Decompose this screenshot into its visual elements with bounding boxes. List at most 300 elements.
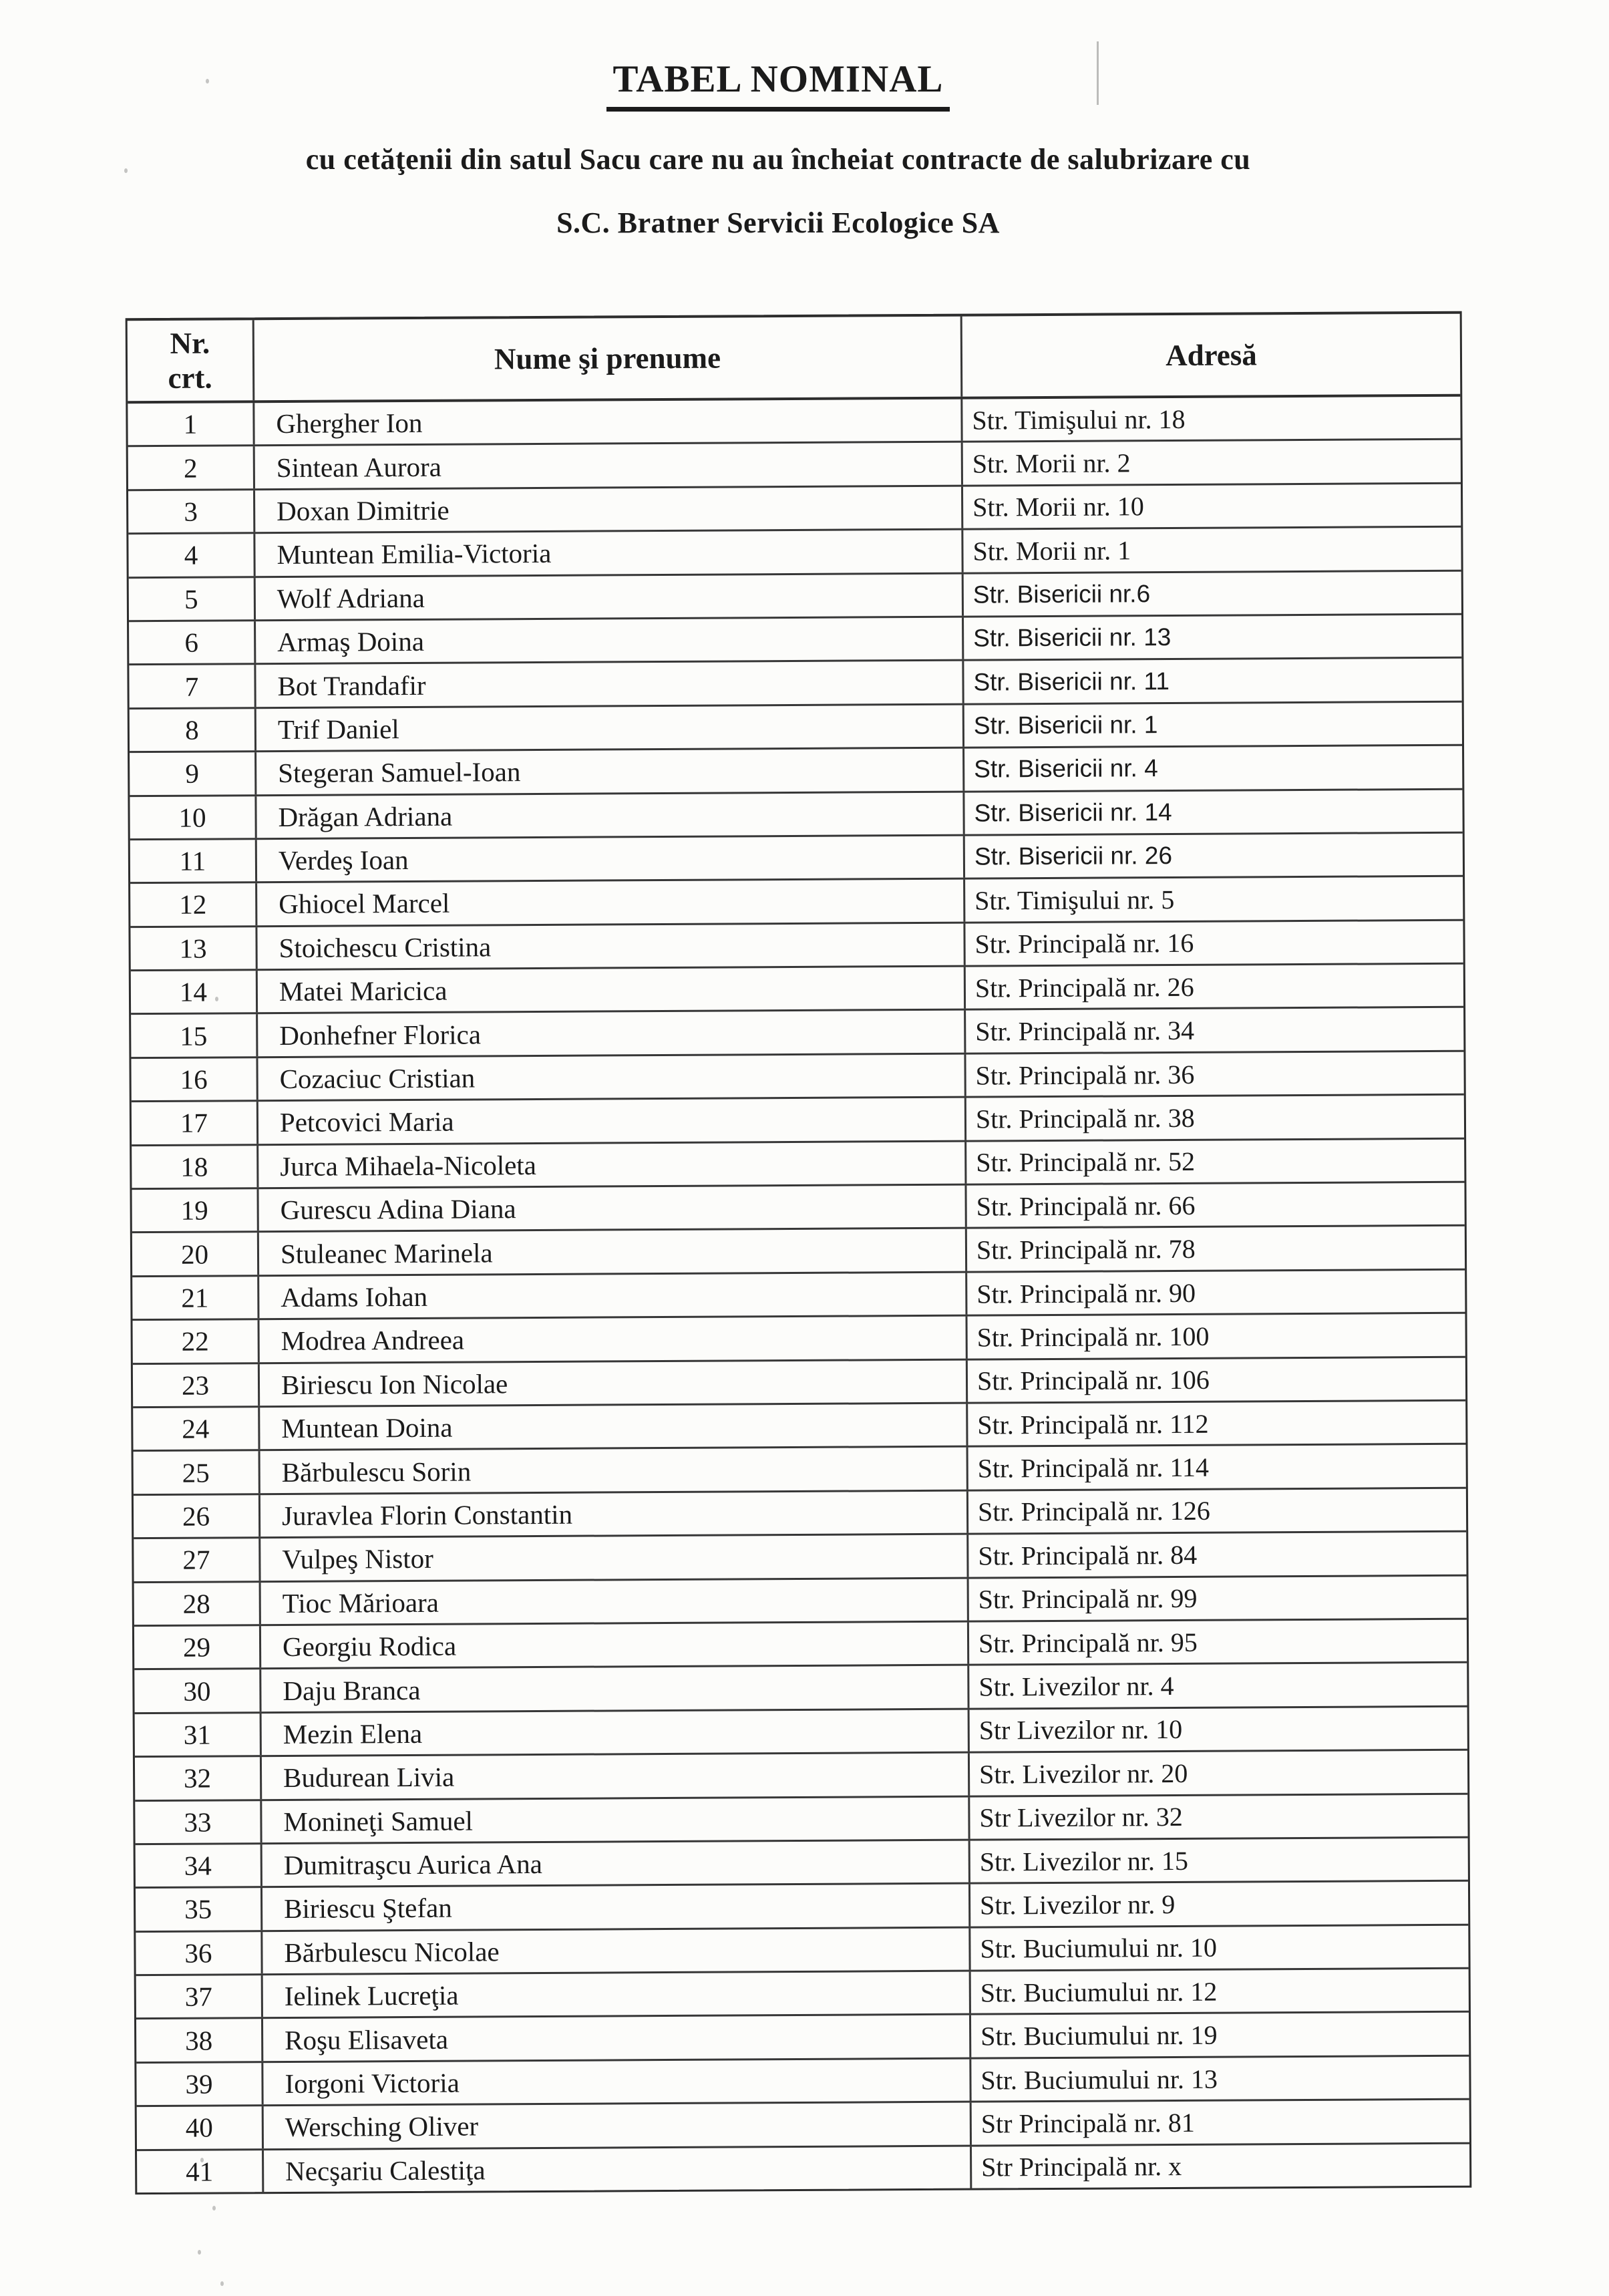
row-address: Str. Bisericii nr.6 (972, 579, 1151, 609)
row-address: Str. Principală nr. 66 (976, 1190, 1196, 1222)
table-row (135, 1794, 1467, 1845)
address-cell (972, 2144, 1469, 2188)
address-cell (969, 1620, 1467, 1664)
row-name: Iorgoni Victoria (285, 2067, 460, 2100)
table-row (132, 1096, 1464, 1146)
row-address: Str. Principală nr. 38 (975, 1102, 1195, 1134)
row-name: Sintean Aurora (276, 451, 442, 483)
row-address: Str Principală nr. 81 (980, 2107, 1195, 2139)
name-cell (258, 1186, 966, 1231)
row-number: 14 (179, 976, 208, 1008)
header-name-label: Nume şi prenume (494, 341, 721, 376)
row-number-cell (128, 447, 255, 489)
row-address: Str. Principală nr. 126 (977, 1496, 1210, 1528)
table-row (132, 1139, 1464, 1190)
row-number-cell (132, 1233, 259, 1275)
row-address: Str Livezilor nr. 32 (979, 1802, 1183, 1833)
table-row (130, 877, 1463, 928)
row-number: 29 (182, 1631, 211, 1663)
row-number: 22 (181, 1325, 209, 1357)
row-name: Ielinek Lucreţia (284, 1979, 459, 2012)
table-row (129, 615, 1461, 666)
name-cell (255, 443, 963, 488)
row-number-cell (130, 709, 256, 751)
row-number-cell (136, 2063, 263, 2105)
table-row (131, 965, 1463, 1015)
row-number-cell (134, 1452, 260, 1494)
row-number: 7 (184, 671, 199, 702)
table-row (135, 1707, 1467, 1758)
row-number-cell (133, 1320, 260, 1362)
row-address: Str. Buciumului nr. 19 (980, 2019, 1218, 2052)
name-cell (262, 1709, 970, 1755)
row-address: Str. Principală nr. 95 (978, 1627, 1198, 1659)
row-number-cell (134, 1495, 260, 1537)
row-name: Monineţi Samuel (283, 1805, 474, 1837)
address-cell (969, 1663, 1467, 1707)
header-nr-crt (128, 320, 255, 401)
row-address: Str. Buciumului nr. 12 (980, 1976, 1218, 2008)
subtitle-line-2: S.C. Bratner Servicii Ecologice SA (556, 206, 1000, 239)
row-address: Str. Principală nr. 114 (977, 1452, 1210, 1484)
address-cell (962, 397, 1460, 441)
name-cell (262, 1841, 970, 1887)
row-number-cell (129, 621, 256, 663)
subtitle-line-1: cu cetăţenii din satul Sacu care nu au încheiat contracte de salubrizare cu (305, 143, 1251, 176)
address-cell (968, 1357, 1465, 1402)
table-row (133, 1402, 1465, 1452)
name-cell (256, 749, 964, 794)
row-address: Str. Bisericii nr. 11 (973, 667, 1170, 696)
row-address: Str. Bisericii nr. 1 (973, 711, 1158, 740)
row-number: 17 (180, 1108, 208, 1139)
row-number-cell (135, 1713, 262, 1756)
row-name: Ghiocel Marcel (279, 888, 450, 920)
row-name: Matei Maricica (279, 975, 448, 1007)
row-address: Str. Timişului nr. 5 (974, 884, 1175, 916)
nominal-table (126, 311, 1472, 2194)
name-cell (261, 1579, 969, 1624)
row-number-cell (133, 1408, 260, 1450)
table-row (137, 2144, 1469, 2192)
header-name (254, 317, 963, 401)
row-number: 41 (186, 2156, 214, 2187)
row-name: Wersching Oliver (285, 2110, 479, 2143)
address-cell (966, 1183, 1464, 1227)
address-cell (963, 528, 1461, 572)
row-number: 5 (184, 583, 198, 615)
scan-artifact (1097, 41, 1099, 105)
row-address: Str. Bisericii nr. 14 (974, 798, 1172, 827)
table-row (134, 1445, 1466, 1496)
name-cell (257, 923, 965, 969)
row-number-cell (136, 1932, 262, 1974)
row-number-cell (131, 1015, 258, 1057)
row-number: 15 (180, 1020, 208, 1051)
row-number-cell (135, 1801, 262, 1843)
row-number: 11 (179, 845, 206, 876)
row-address: Str. Livezilor nr. 4 (978, 1671, 1174, 1702)
table-row (130, 702, 1462, 753)
row-name: Ghergher Ion (276, 407, 423, 440)
row-number-cell (134, 1538, 260, 1581)
scan-speck (206, 79, 209, 84)
name-cell (260, 1360, 968, 1406)
table-body (128, 397, 1469, 2192)
row-number-cell (132, 1102, 258, 1144)
table-row (137, 2100, 1469, 2151)
name-cell (263, 2059, 971, 2104)
name-cell (255, 530, 963, 576)
row-address: Str. Bisericii nr. 4 (974, 754, 1158, 783)
row-name: Georgiu Rodica (282, 1630, 457, 1663)
row-address: Str. Principală nr. 34 (975, 1015, 1195, 1047)
name-cell (263, 1972, 971, 2017)
row-name: Adams Iohan (281, 1281, 428, 1313)
row-name: Jurca Mihaela-Nicoleta (280, 1149, 537, 1182)
row-number-cell (128, 403, 254, 445)
address-cell (968, 1445, 1466, 1489)
row-number: 40 (185, 2112, 213, 2144)
table-row (136, 2057, 1469, 2108)
row-name: Doxan Dimitrie (277, 494, 450, 526)
address-cell (965, 877, 1463, 921)
name-cell (255, 486, 963, 532)
row-name: Muntean Emilia-Victoria (277, 538, 552, 570)
row-number-cell (137, 2106, 264, 2148)
row-name: Dumitraşcu Aurica Ana (283, 1848, 543, 1881)
row-number: 20 (180, 1239, 209, 1270)
table-row (136, 1969, 1469, 2020)
row-name: Biriescu Ştefan (284, 1893, 452, 1925)
address-cell (964, 746, 1462, 790)
address-cell (970, 1794, 1467, 1838)
row-name: Trif Daniel (277, 713, 399, 745)
row-number: 21 (181, 1282, 209, 1313)
header-address (962, 314, 1461, 397)
table-row (130, 834, 1463, 884)
name-cell (258, 1142, 966, 1187)
scan-speck (124, 168, 128, 173)
name-cell (256, 661, 964, 707)
row-address: Str. Timişului nr. 18 (972, 403, 1186, 436)
row-number: 27 (182, 1544, 210, 1576)
row-number: 34 (184, 1850, 212, 1881)
table-row (128, 528, 1461, 579)
row-name: Muntean Doina (281, 1412, 453, 1444)
row-number-cell (135, 1757, 262, 1799)
row-number-cell (131, 971, 258, 1013)
row-number: 1 (183, 408, 198, 440)
row-address: Str Principală nr. x (981, 2151, 1182, 2182)
table-row (131, 1052, 1463, 1103)
table-row (134, 1532, 1466, 1583)
address-cell (968, 1314, 1465, 1358)
row-address: Str. Principală nr. 99 (978, 1583, 1198, 1615)
row-name: Stoichescu Cristina (279, 931, 492, 963)
address-cell (966, 1008, 1463, 1052)
address-cell (970, 1751, 1467, 1795)
document-header (0, 57, 1556, 240)
row-name: Stuleanec Marinela (280, 1237, 493, 1269)
address-cell (969, 1576, 1467, 1620)
row-address: Str. Principală nr. 100 (976, 1321, 1210, 1353)
table-row (130, 921, 1463, 971)
row-name: Stegeran Samuel-Ioan (278, 756, 521, 789)
header-nr-line1: Nr. (170, 326, 210, 360)
row-name: Donhefner Florica (279, 1019, 482, 1051)
table-row (135, 1751, 1467, 1802)
table-row (129, 571, 1461, 622)
table-row (133, 1357, 1465, 1408)
row-number: 31 (183, 1719, 211, 1750)
row-address: Str. Principală nr. 112 (977, 1408, 1209, 1440)
row-number: 23 (181, 1369, 210, 1401)
name-cell (256, 574, 964, 619)
address-cell (964, 571, 1461, 615)
address-cell (964, 615, 1461, 659)
row-name: Bot Trandafir (277, 669, 426, 701)
row-number-cell (129, 665, 256, 707)
address-cell (968, 1532, 1466, 1577)
address-cell (968, 1488, 1466, 1532)
name-cell (258, 1098, 966, 1144)
address-cell (971, 2013, 1469, 2057)
name-cell (258, 1054, 966, 1100)
row-number: 3 (184, 496, 198, 527)
row-number-cell (130, 927, 257, 969)
scan-speck (212, 2206, 216, 2210)
row-address: Str. Principală nr. 16 (974, 928, 1194, 959)
address-cell (964, 790, 1462, 834)
row-number: 28 (182, 1588, 210, 1619)
table-row (136, 1882, 1468, 1933)
row-address: Str Livezilor nr. 10 (978, 1714, 1183, 1746)
row-address: Str. Buciumului nr. 10 (980, 1933, 1218, 1964)
name-cell (260, 1448, 968, 1493)
name-cell (258, 1011, 966, 1056)
table-row (133, 1314, 1465, 1365)
name-cell (262, 1797, 970, 1842)
row-address: Str. Principală nr. 52 (976, 1146, 1196, 1178)
table-row (130, 746, 1462, 797)
table-row (134, 1620, 1467, 1671)
row-number: 13 (179, 933, 207, 964)
row-number: 18 (180, 1151, 208, 1182)
row-number-cell (130, 752, 256, 794)
row-number-cell (130, 840, 257, 882)
name-cell (264, 2103, 972, 2148)
row-number-cell (131, 1058, 258, 1100)
table-row (132, 1226, 1465, 1277)
row-number: 32 (183, 1762, 212, 1794)
row-name: Bărbulescu Nicolae (284, 1936, 500, 1968)
row-number-cell (134, 1626, 261, 1668)
row-name: Tioc Mărioara (282, 1587, 439, 1619)
name-cell (263, 2015, 971, 2061)
row-number: 12 (179, 889, 207, 921)
address-cell (963, 440, 1461, 484)
address-cell (970, 1707, 1467, 1751)
name-cell (262, 1754, 970, 1799)
row-number: 37 (184, 1981, 212, 2013)
row-name: Wolf Adriana (277, 582, 425, 614)
scan-speck (220, 2281, 224, 2286)
address-cell (964, 659, 1461, 703)
row-number-cell (132, 1277, 259, 1319)
address-cell (967, 1271, 1465, 1315)
row-number: 6 (184, 627, 199, 658)
name-cell (257, 836, 965, 882)
name-cell (256, 618, 964, 663)
name-cell (254, 399, 962, 445)
row-number-cell (128, 534, 255, 576)
scan-speck (200, 2158, 204, 2162)
name-cell (260, 1404, 968, 1450)
table-row (129, 659, 1461, 709)
table-row (134, 1663, 1467, 1714)
scan-speck (198, 2250, 201, 2255)
table-row (128, 484, 1461, 535)
name-cell (258, 967, 966, 1013)
table-row (136, 1925, 1468, 1976)
row-name: Roşu Elisaveta (285, 2023, 449, 2056)
row-number-cell (137, 2150, 264, 2192)
row-number-cell (132, 1189, 258, 1231)
row-number-cell (132, 1146, 258, 1188)
header-address-label: Adresă (1165, 338, 1257, 373)
row-name: Vulpeş Nistor (282, 1543, 433, 1575)
row-number: 26 (182, 1500, 210, 1532)
row-address: Str. Morii nr. 2 (972, 448, 1131, 479)
table-row (134, 1576, 1467, 1627)
row-name: Daju Branca (283, 1674, 421, 1706)
name-cell (261, 1666, 969, 1711)
row-address: Str. Principală nr. 106 (976, 1365, 1210, 1396)
address-cell (972, 2100, 1469, 2144)
table-row (136, 1838, 1468, 1889)
row-number: 16 (180, 1063, 208, 1095)
row-name: Juravlea Florin Constantin (281, 1498, 573, 1531)
address-cell (971, 1969, 1469, 2013)
row-number: 4 (184, 540, 198, 571)
row-number-cell (130, 883, 257, 925)
row-number: 19 (180, 1194, 208, 1226)
page-title: TABEL NOMINAL (606, 57, 950, 112)
name-cell (261, 1623, 969, 1668)
row-number-cell (134, 1670, 261, 1712)
table-row (134, 1488, 1466, 1539)
row-number-cell (136, 2019, 263, 2062)
row-name: Necşariu Calestiţa (285, 2154, 486, 2186)
address-cell (963, 484, 1461, 528)
row-number-cell (128, 490, 255, 532)
address-cell (966, 1096, 1464, 1140)
row-name: Budurean Livia (283, 1761, 455, 1794)
row-number-cell (136, 1888, 262, 1930)
table-row (128, 440, 1461, 491)
row-number: 25 (182, 1457, 210, 1488)
row-address: Str. Principală nr. 36 (975, 1059, 1195, 1091)
row-number: 33 (184, 1806, 212, 1838)
row-number-cell (130, 796, 256, 838)
table-row (132, 1183, 1464, 1234)
name-cell (264, 2146, 972, 2192)
name-cell (259, 1229, 967, 1275)
name-cell (259, 1273, 967, 1318)
address-cell (966, 1052, 1463, 1096)
address-cell (968, 1402, 1465, 1446)
name-cell (260, 1317, 968, 1362)
address-cell (966, 1139, 1464, 1183)
name-cell (260, 1491, 968, 1536)
row-name: Armaş Doina (277, 626, 425, 658)
row-address: Str. Morii nr. 10 (972, 491, 1144, 523)
row-name: Cozaciuc Cristian (279, 1062, 476, 1095)
address-cell (965, 834, 1463, 878)
row-number: 9 (185, 758, 200, 790)
address-cell (971, 2057, 1469, 2101)
name-cell (257, 880, 965, 925)
row-number: 2 (183, 452, 198, 484)
row-number: 38 (185, 2025, 213, 2056)
row-number-cell (134, 1583, 261, 1625)
table-row (128, 397, 1460, 448)
address-cell (970, 1882, 1468, 1926)
row-address: Str. Principală nr. 84 (978, 1539, 1198, 1571)
row-number-cell (136, 1844, 262, 1887)
row-number: 36 (184, 1937, 212, 1969)
row-name: Petcovici Maria (279, 1106, 454, 1138)
row-name: Biriescu Ion Nicolae (281, 1368, 508, 1400)
row-address: Str. Principală nr. 90 (976, 1277, 1196, 1309)
row-number: 35 (184, 1894, 212, 1925)
header-nr-line2: crt. (168, 361, 212, 395)
row-number-cell (129, 578, 256, 620)
name-cell (256, 792, 964, 838)
name-cell (256, 705, 964, 750)
name-cell (262, 1928, 970, 1973)
row-name: Verdeş Ioan (278, 844, 409, 876)
row-address: Str. Principală nr. 78 (976, 1233, 1196, 1265)
row-address: Str. Bisericii nr. 26 (974, 842, 1173, 870)
row-number: 8 (185, 714, 199, 746)
row-number: 30 (183, 1675, 211, 1707)
address-cell (964, 702, 1462, 746)
address-cell (966, 965, 1463, 1009)
name-cell (260, 1535, 968, 1581)
row-address: Str. Livezilor nr. 15 (979, 1845, 1189, 1877)
address-cell (967, 1226, 1465, 1271)
row-number: 39 (185, 2068, 213, 2100)
table-header-row (128, 314, 1461, 403)
row-number: 24 (182, 1413, 210, 1444)
row-number-cell (133, 1364, 260, 1406)
row-number: 10 (178, 802, 206, 833)
row-address: Str. Bisericii nr. 13 (973, 623, 1172, 652)
table-row (136, 2013, 1469, 2064)
row-name: Gurescu Adina Diana (280, 1193, 516, 1226)
row-address: Str. Livezilor nr. 9 (979, 1889, 1176, 1921)
address-cell (965, 921, 1463, 965)
table-row (131, 1008, 1463, 1059)
row-address: Str. Morii nr. 1 (972, 535, 1131, 566)
row-name: Drăgan Adriana (278, 800, 453, 832)
table-row (132, 1271, 1465, 1321)
row-address: Str. Principală nr. 26 (974, 971, 1194, 1003)
row-name: Modrea Andreea (281, 1324, 465, 1357)
row-number-cell (136, 1975, 263, 2017)
